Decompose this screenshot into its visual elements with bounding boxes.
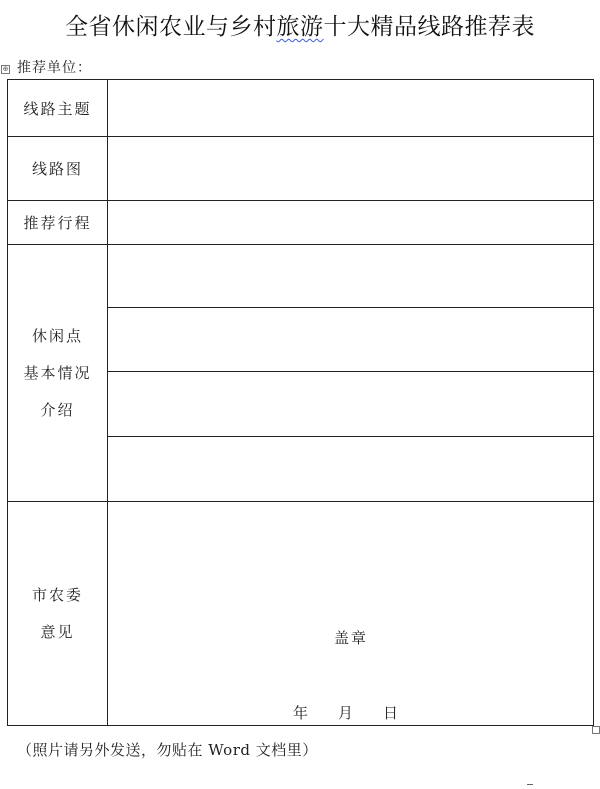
table-row [8,502,594,726]
title-part-3: 十大精品线路推荐表 [323,14,535,40]
leisure-spots-label [8,245,108,502]
leisure-spot-field-3[interactable] [108,372,594,437]
city-committee-opinion-field[interactable] [108,502,594,726]
leisure-spot-field-2[interactable] [108,308,594,372]
table-row [8,137,594,201]
route-theme-field[interactable] [108,80,594,137]
date-line: 年 月 日 [293,704,399,722]
recommending-unit-label: 推荐单位： [17,60,92,76]
text-cursor-mark [527,784,533,785]
spellcheck-flagged-text: 旅游 [276,14,324,40]
leisure-spots-label-line: 介绍 [40,400,75,419]
recommended-itinerary-label: 推荐行程 [8,201,108,245]
city-committee-opinion-label [8,502,108,726]
form-title [0,8,600,41]
table-move-handle-icon[interactable]: ⊕ [2,65,9,73]
leisure-spots-label-line: 休闲点 [31,326,83,345]
route-map-field[interactable] [108,137,594,201]
recommended-itinerary-field[interactable] [108,201,594,245]
title-part-1: 全省休闲农业与乡村 [65,14,277,40]
table-row [8,245,594,308]
seal-label: 盖章 [334,629,369,647]
route-theme-label: 线路主题 [8,80,108,137]
table-row [8,80,594,137]
leisure-spots-label-line: 基本情况 [23,363,92,382]
leisure-spot-field-4[interactable] [108,437,594,502]
recommendation-table [7,79,594,726]
route-map-label: 线路图 [8,137,108,201]
footer-note: （照片请另外发送，勿贴在 Word 文档里） [17,741,318,759]
leisure-spot-field-1[interactable] [108,245,594,308]
opinion-label-line: 市农委 [31,585,83,604]
table-resize-handle[interactable] [592,726,600,734]
opinion-label-line: 意见 [40,622,75,641]
table-row [8,201,594,245]
